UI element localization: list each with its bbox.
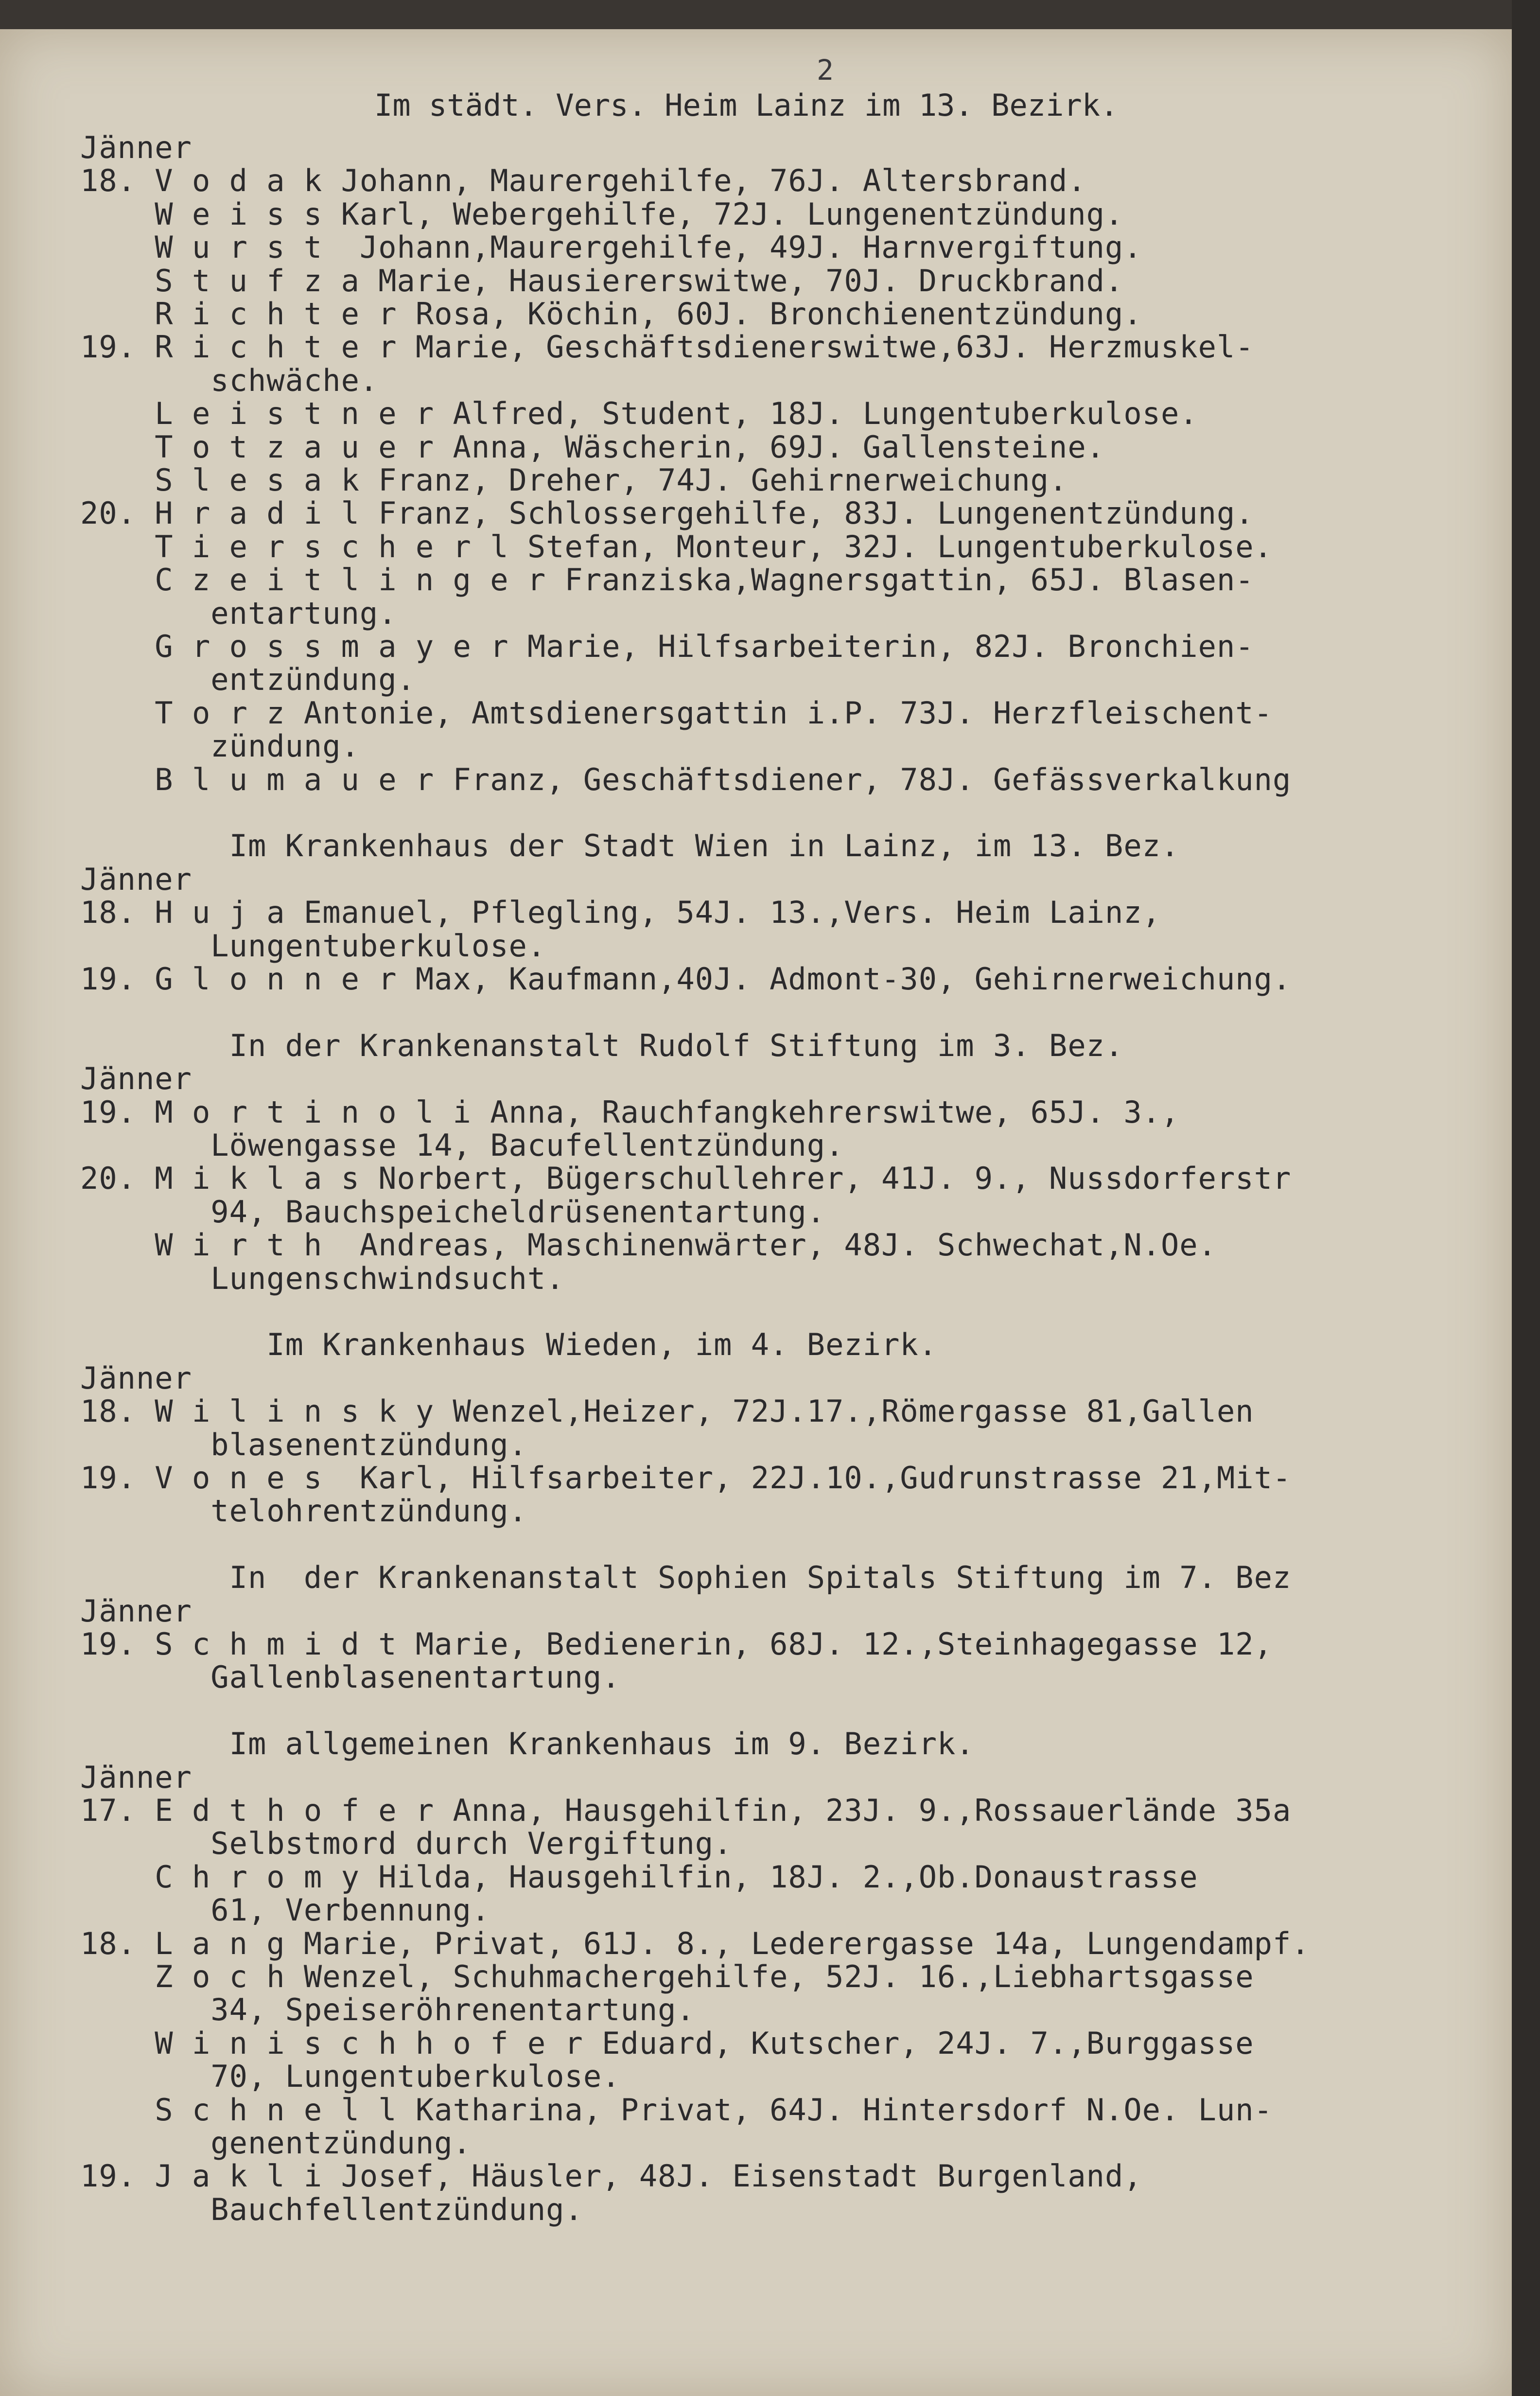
document-line: G r o s s m a y e r Marie, Hilfsarbeiterin, 82J. Bronchien-: [80, 629, 1254, 664]
document-line: Bauchfellentzündung.: [80, 2191, 583, 2227]
document-line: W e i s s Karl, Webergehilfe, 72J. Lungenentzündung.: [80, 196, 1124, 232]
document-line: Lungentuberkulose.: [80, 928, 546, 964]
document-line: entartung.: [80, 595, 397, 631]
document-line: Selbstmord durch Vergiftung.: [80, 1826, 733, 1862]
document-line: 19. V o n e s Karl, Hilfsarbeiter, 22J.10.,Gudrunstrasse 21,Mit-: [80, 1460, 1292, 1496]
document-line: T i e r s c h e r l Stefan, Monteur, 32J. Lungentuberkulose.: [80, 529, 1273, 564]
document-line: Löwengasse 14, Bacufellentzündung.: [80, 1128, 844, 1163]
document-line: S t u f z a Marie, Hausiererswitwe, 70J. Druckbrand.: [80, 263, 1124, 299]
document-line: L e i s t n e r Alfred, Student, 18J. Lungentuberkulose.: [80, 396, 1198, 432]
document-line: blasenentzündung.: [80, 1427, 527, 1462]
document-line: S c h n e l l Katharina, Privat, 64J. Hintersdorf N.Oe. Lun-: [80, 2092, 1273, 2128]
document-line: B l u m a u e r Franz, Geschäftsdiener, 78J. Gefässverkalkung: [80, 761, 1292, 797]
document-line: Jänner: [80, 130, 192, 165]
document-line: zündung.: [80, 728, 360, 764]
document-line: Jänner: [80, 1759, 192, 1795]
document-line: C h r o m y Hilda, Hausgehilfin, 18J. 2.,Ob.Donaustrasse: [80, 1859, 1198, 1895]
document-line: 18. H u j a Emanuel, Pflegling, 54J. 13.,Vers. Heim Lainz,: [80, 895, 1161, 931]
document-line: Jänner: [80, 1360, 192, 1396]
document-line: W i r t h Andreas, Maschinenwärter, 48J. Schwechat,N.Oe.: [80, 1227, 1217, 1263]
scan-right-edge: [1512, 0, 1540, 2396]
document-line: 94, Bauchspeicheldrüsenentartung.: [80, 1194, 826, 1230]
document-line: genentzündung.: [80, 2125, 472, 2161]
document-line: Im allgemeinen Krankenhaus im 9. Bezirk.: [80, 1726, 975, 1762]
document-line: Jänner: [80, 861, 192, 897]
scan-top-edge: [0, 0, 1512, 29]
document-line: 18. W i l i n s k y Wenzel,Heizer, 72J.17.,Römergasse 81,Gallen: [80, 1393, 1254, 1429]
document-line: In der Krankenanstalt Sophien Spitals Stiftung im 7. Bez: [80, 1560, 1292, 1596]
document-line: W i n i s c h h o f e r Eduard, Kutscher, 24J. 7.,Burggasse: [80, 2025, 1254, 2061]
document-line: 18. L a n g Marie, Privat, 61J. 8., Lederergasse 14a, Lungendampf.: [80, 1925, 1310, 1961]
document-line: R i c h t e r Rosa, Köchin, 60J. Bronchienentzündung.: [80, 296, 1142, 332]
document-line: 61, Verbennung.: [80, 1892, 490, 1928]
document-line: 17. E d t h o f e r Anna, Hausgehilfin, 23J. 9.,Rossauerlände 35a: [80, 1793, 1292, 1828]
document-line: entzündung.: [80, 662, 416, 698]
document-line: 19. R i c h t e r Marie, Geschäftsdienerswitwe,63J. Herzmuskel-: [80, 329, 1254, 365]
document-line: telohrentzündung.: [80, 1493, 527, 1529]
document-line: In der Krankenanstalt Rudolf Stiftung im 3. Bez.: [80, 1027, 1124, 1063]
document-line: 19. M o r t i n o l i Anna, Rauchfangkehrerswitwe, 65J. 3.,: [80, 1094, 1180, 1130]
document-line: schwäche.: [80, 362, 379, 398]
document-line: Lungenschwindsucht.: [80, 1260, 565, 1296]
document-line: Jänner: [80, 1061, 192, 1097]
document-line: Jänner: [80, 1593, 192, 1629]
document-line: Im Krankenhaus Wieden, im 4. Bezirk.: [80, 1327, 938, 1363]
document-line: 34, Speiseröhrenentartung.: [80, 1992, 695, 2028]
document-line: 20. M i k l a s Norbert, Bügerschullehrer, 41J. 9., Nussdorferstr: [80, 1161, 1292, 1197]
page-number: 2: [817, 53, 834, 87]
document-line: 19. G l o n n e r Max, Kaufmann,40J. Admont-30, Gehirnerweichung.: [80, 961, 1292, 997]
document-line: 18. V o d a k Johann, Maurergehilfe, 76J. Altersbrand.: [80, 163, 1086, 199]
section-title: Im städt. Vers. Heim Lainz im 13. Bezirk.: [374, 88, 1119, 123]
document-line: S l e s a k Franz, Dreher, 74J. Gehirnerweichung.: [80, 462, 1068, 498]
document-line: 20. H r a d i l Franz, Schlossergehilfe, 83J. Lungenentzündung.: [80, 495, 1254, 531]
document-line: T o t z a u e r Anna, Wäscherin, 69J. Gallensteine.: [80, 429, 1105, 465]
document-line: Z o c h Wenzel, Schuhmachergehilfe, 52J. 16.,Liebhartsgasse: [80, 1959, 1254, 1994]
document-line: W u r s t Johann,Maurergehilfe, 49J. Harnvergiftung.: [80, 229, 1142, 265]
document-line: 19. S c h m i d t Marie, Bedienerin, 68J. 12.,Steinhagegasse 12,: [80, 1626, 1273, 1662]
document-line: Gallenblasenentartung.: [80, 1659, 621, 1695]
document-line: Im Krankenhaus der Stadt Wien in Lainz, im 13. Bez.: [80, 828, 1180, 864]
document-line: T o r z Antonie, Amtsdienersgattin i.P. 73J. Herzfleischent-: [80, 695, 1273, 731]
document-line: 19. J a k l i Josef, Häusler, 48J. Eisenstadt Burgenland,: [80, 2158, 1142, 2194]
document-line: 70, Lungentuberkulose.: [80, 2059, 621, 2095]
document-line: C z e i t l i n g e r Franziska,Wagnersgattin, 65J. Blasen-: [80, 562, 1254, 598]
